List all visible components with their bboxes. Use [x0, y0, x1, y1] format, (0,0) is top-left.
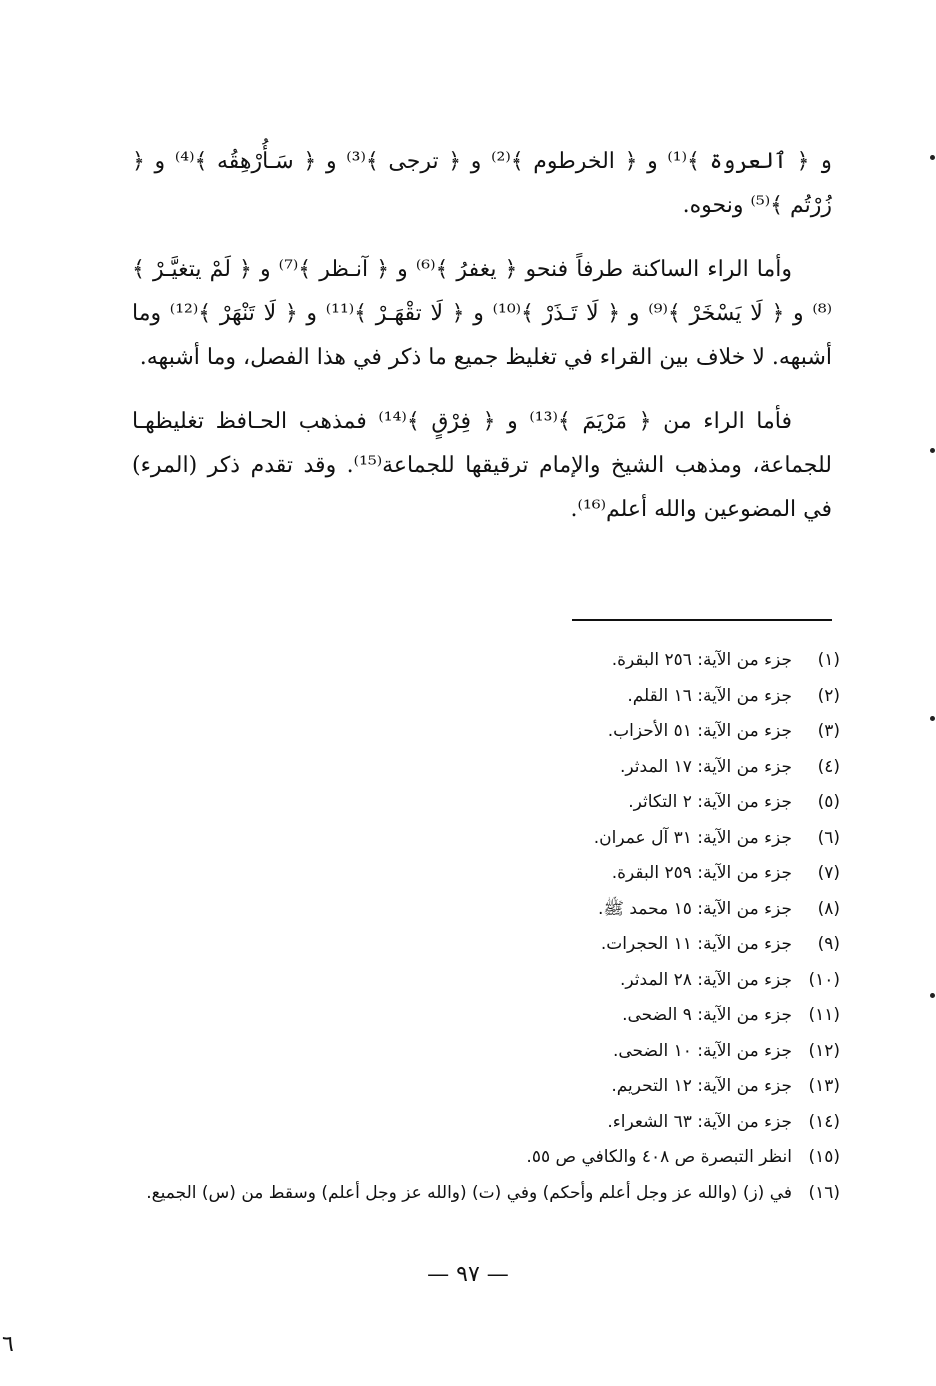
footnote-text: جزء من الآية: ١٦ القلم.	[627, 685, 792, 706]
footnote-text: جزء من الآية: ٩ الضحى.	[622, 1005, 792, 1025]
footnote-11	[130, 1001, 840, 1037]
footnote-text: جزء من الآية: ١٢ التحريم.	[611, 1076, 792, 1096]
footnote-number: (١)	[817, 650, 840, 670]
footnote-text: جزء من الآية: ٢٥٦ البقرة.	[611, 650, 792, 670]
footnote-number: (٦)	[817, 827, 840, 848]
footnote-text: جزء من الآية: ١٠ الضحى.	[612, 1040, 792, 1061]
footnotes	[130, 646, 840, 1207]
footnote-1	[130, 646, 840, 682]
paragraph-2: وأما الراء الساكنة طرفاً فنحو ﴿ يغفرُ ﴾⁽⁶⁾ و ﴿ آنـظر ﴾⁽⁷⁾ و ﴿ لَمْ يتغيَّـرْ ﴾⁽⁸⁾ و ﴿ لَا يَسْخَرْ ﴾⁽⁹⁾ و ﴿ لَا تَـذَرْ ﴾⁽¹⁰⁾ و ﴿ لَا تقْهَـرْ ﴾⁽¹¹⁾ و ﴿ لَا تَنْهَرْ ﴾⁽¹²⁾ وما أشبهه. لا خلاف بين القراء في تغليظ جميع ما ذكر في هذا الفصل، وما أشبهه.	[132, 257, 833, 370]
footnote-12	[130, 1037, 840, 1073]
footnote-text: جزء من الآية: ٥١ الأحزاب.	[607, 721, 792, 741]
footnote-number: (١٣)	[808, 1076, 840, 1096]
footnote-text: جزء من الآية: ٢ التكاثر.	[628, 792, 792, 812]
page-number: — ٩٧ —	[427, 1262, 509, 1287]
footnote-text: انظر التبصرة ص ٤٠٨ والكافي ص ٥٥.	[526, 1147, 792, 1167]
footnote-14	[130, 1108, 840, 1144]
footnote-text: جزء من الآية: ٦٣ الشعراء.	[607, 1111, 792, 1132]
footnote-number: (٤)	[817, 756, 840, 777]
footnote-number: (١٤)	[808, 1111, 840, 1132]
scan-speck	[930, 448, 935, 453]
footnote-text: جزء من الآية: ١١ الحجرات.	[600, 934, 792, 954]
footnote-text: جزء من الآية: ٢٨ المدثر.	[620, 969, 792, 990]
scan-speck	[930, 993, 935, 998]
footnote-10	[130, 966, 840, 1002]
footnote-text: جزء من الآية: ٣١ آل عمران.	[593, 827, 792, 848]
footnote-text: جزء من الآية: ١٧ المدثر.	[620, 756, 792, 777]
paragraph-1: و ﴿ ٱلعروة ﴾⁽¹⁾ و ﴿ الخرطوم ﴾⁽²⁾ و ﴿ ترجى ﴾⁽³⁾ و ﴿ سَـأُرْهِقُه ﴾⁽⁴⁾ و ﴿ زُرْتُم ﴾⁽⁵⁾ ونحوه.	[132, 149, 833, 218]
paragraph-3: فأما الراء من ﴿ مَرْيَمَ ﴾⁽¹³⁾ و ﴿ فِرْقٍ ﴾⁽¹⁴⁾ فمذهب الحـافظ تغليظهـا للجماعة، ومذهب الشيخ والإمام ترقيقها للجماعة⁽¹⁵⁾. وقد تقدم ذكر (المرء) في المضوعين والله أعلم⁽¹⁶⁾.	[132, 409, 832, 522]
footnote-number: (٥)	[817, 792, 840, 812]
footnote-5	[130, 788, 840, 824]
footnote-number: (١١)	[808, 1005, 840, 1025]
scan-speck	[930, 716, 935, 721]
footnote-text: جزء من الآية: ١٥ محمد ﷺ.	[598, 898, 792, 919]
footnote-7	[130, 859, 840, 895]
footnote-number: (٢)	[817, 685, 840, 706]
footnote-number: (١٦)	[808, 1182, 840, 1203]
footnote-number: (١٥)	[808, 1147, 840, 1167]
main-text	[132, 140, 832, 552]
footnote-number: (٣)	[817, 721, 840, 741]
footnote-number: (٨)	[817, 898, 840, 919]
footnote-13	[130, 1072, 840, 1108]
footnote-9	[130, 930, 840, 966]
scan-speck	[930, 155, 935, 160]
footnote-number: (٩)	[817, 934, 840, 954]
footnote-number: (٧)	[817, 863, 840, 883]
footnote-4	[130, 753, 840, 789]
footnote-number: (١٠)	[808, 969, 840, 990]
footnote-text: جزء من الآية: ٢٥٩ البقرة.	[611, 863, 792, 883]
footnote-divider	[572, 619, 832, 621]
footnote-3	[130, 717, 840, 753]
footnote-15	[130, 1143, 840, 1179]
footnote-16	[130, 1179, 840, 1207]
edge-fragment: ٦	[2, 1332, 14, 1357]
footnote-6	[130, 824, 840, 860]
footnote-2	[130, 682, 840, 718]
footnote-number: (١٢)	[808, 1040, 840, 1061]
footnote-8	[130, 895, 840, 931]
footnote-text: في (ز) (والله عز وجل أعلم وأحكم) وفي (ت) (والله عز وجل أعلم) وسقط من (س) الجميع.	[146, 1182, 792, 1203]
